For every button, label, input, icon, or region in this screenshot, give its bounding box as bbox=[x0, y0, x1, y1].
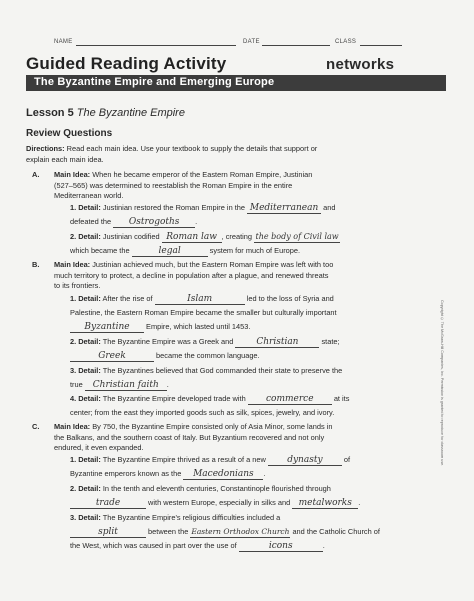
detail-text: defeated the bbox=[70, 217, 114, 226]
date-label: DATE bbox=[243, 39, 260, 45]
name-field[interactable] bbox=[76, 45, 236, 46]
detail-text: with western Europe, especially in silks and bbox=[146, 498, 293, 507]
section-b-detail-3 bbox=[70, 364, 436, 392]
brand-logo: networks bbox=[326, 56, 395, 73]
main-idea-text: the Balkans, and the southern coast of Italy. But Byzantium recovered and not only bbox=[54, 432, 325, 442]
main-idea-text: to its frontiers. bbox=[54, 281, 101, 291]
lesson-heading bbox=[26, 107, 185, 119]
detail-text: and the Catholic Church of bbox=[290, 527, 380, 536]
answer-field[interactable]: Byzantine bbox=[70, 322, 144, 333]
section-c-detail-2 bbox=[70, 482, 436, 510]
main-idea-label: Main Idea: bbox=[54, 260, 91, 269]
section-b-detail-1 bbox=[70, 292, 436, 334]
lesson-number: Lesson 5 bbox=[26, 107, 74, 119]
class-field[interactable] bbox=[360, 45, 402, 46]
detail-text: system for much of Europe. bbox=[207, 246, 301, 255]
answer-field[interactable]: commerce bbox=[248, 394, 332, 405]
answer-field[interactable]: Christian bbox=[235, 337, 319, 348]
chapter-title: The Byzantine Empire and Emerging Europe bbox=[34, 76, 275, 88]
detail-label: 1. Detail: bbox=[70, 455, 101, 464]
detail-label: 3. Detail: bbox=[70, 513, 101, 522]
answer-field[interactable]: Roman law bbox=[162, 232, 222, 243]
main-idea-text: much territory to protect, a decline in population after a plague, and renewed threats bbox=[54, 270, 329, 280]
detail-text: The Byzantines believed that God commanded their state to preserve the bbox=[100, 366, 343, 375]
section-c-detail-3 bbox=[70, 511, 436, 553]
review-heading: Review Questions bbox=[26, 128, 113, 139]
detail-text: of bbox=[341, 455, 351, 464]
detail-label: 4. Detail: bbox=[70, 394, 101, 403]
copyright-note: Copyright © The McGraw-Hill Companies, Inc. Permission is granted to reproduce for classroom use. bbox=[440, 300, 444, 467]
name-label: NAME bbox=[54, 39, 73, 45]
detail-text: After the rise of bbox=[100, 294, 155, 303]
section-b-letter: B. bbox=[32, 260, 40, 269]
answer-field[interactable]: Ostrogoths bbox=[113, 217, 195, 228]
detail-label: 3. Detail: bbox=[70, 366, 101, 375]
detail-text: , creating bbox=[221, 232, 255, 241]
directions-line2: explain each main idea. bbox=[26, 154, 104, 164]
answer-field[interactable]: Eastern Orthodox Church bbox=[191, 527, 290, 536]
detail-text: . bbox=[195, 217, 198, 226]
answer-field[interactable]: Mediterranean bbox=[247, 203, 321, 214]
detail-text: Palestine, the Eastern Roman Empire became the smaller but culturally important bbox=[70, 308, 337, 317]
answer-field[interactable]: Islam bbox=[155, 294, 245, 305]
main-idea-text: Justinian achieved much, but the Eastern Roman Empire was left with too bbox=[90, 260, 334, 269]
detail-label: 2. Detail: bbox=[70, 484, 101, 493]
detail-label: 2. Detail: bbox=[70, 337, 101, 346]
detail-text: state; bbox=[319, 337, 340, 346]
main-idea-label: Main Idea: bbox=[54, 170, 91, 179]
lesson-name: The Byzantine Empire bbox=[76, 107, 185, 119]
answer-field[interactable]: legal bbox=[132, 246, 208, 257]
detail-text: . bbox=[166, 380, 169, 389]
answer-field[interactable]: Macedonians bbox=[183, 469, 263, 480]
directions-label: Directions: bbox=[26, 144, 65, 153]
section-b-main-idea bbox=[54, 260, 434, 292]
answer-field[interactable]: icons bbox=[239, 541, 323, 552]
detail-text: which became the bbox=[70, 246, 132, 255]
detail-text: at its bbox=[331, 394, 350, 403]
main-idea-text: When he became emperor of the Eastern Roman Empire, Justinian bbox=[90, 170, 313, 179]
detail-text: . bbox=[358, 498, 361, 507]
detail-text: between the bbox=[146, 527, 191, 536]
detail-text: Empire, which lasted until 1453. bbox=[144, 322, 251, 331]
chapter-band bbox=[26, 75, 446, 91]
answer-field[interactable]: trade bbox=[70, 498, 146, 509]
detail-text: In the tenth and eleventh centuries, Constantinople flourished through bbox=[100, 484, 331, 493]
section-c-detail-1 bbox=[70, 453, 436, 481]
detail-text: Justinian codified bbox=[100, 232, 162, 241]
answer-field[interactable]: Greek bbox=[70, 351, 154, 362]
section-a-letter: A. bbox=[32, 170, 40, 179]
detail-text: . bbox=[263, 469, 266, 478]
detail-text: The Byzantine Empire was a Greek and bbox=[100, 337, 236, 346]
section-c-main-idea bbox=[54, 422, 434, 454]
answer-field[interactable]: metalworks bbox=[292, 498, 358, 509]
page-title: Guided Reading Activity bbox=[26, 54, 227, 73]
detail-label: 1. Detail: bbox=[70, 203, 101, 212]
detail-text: and bbox=[321, 203, 336, 212]
main-idea-text: endured, it even expanded. bbox=[54, 443, 144, 453]
section-a-detail-1 bbox=[70, 201, 436, 229]
directions bbox=[26, 144, 426, 165]
detail-text: center; from the east they imported goods such as silk, spices, jewelry, and ivory. bbox=[70, 408, 335, 417]
main-idea-label: Main Idea: bbox=[54, 422, 91, 431]
detail-label: 2. Detail: bbox=[70, 232, 101, 241]
section-a-detail-2 bbox=[70, 230, 436, 258]
main-idea-text: (527–565) was determined to reestablish the Roman Empire in the entire bbox=[54, 180, 293, 190]
detail-text: The Byzantine Empire developed trade with bbox=[100, 394, 248, 403]
detail-text: the West, which was caused in part over the use of bbox=[70, 541, 239, 550]
detail-text: Byzantine emperors known as the bbox=[70, 469, 184, 478]
detail-text: Justinian restored the Roman Empire in the bbox=[100, 203, 248, 212]
section-c-letter: C. bbox=[32, 422, 40, 431]
answer-field[interactable]: split bbox=[70, 527, 146, 538]
section-b-detail-2 bbox=[70, 335, 436, 363]
detail-text: The Byzantine Empire thrived as a result of a new bbox=[100, 455, 268, 464]
date-field[interactable] bbox=[262, 45, 330, 46]
section-b-detail-4 bbox=[70, 392, 436, 420]
answer-field[interactable]: the body of Civil law bbox=[255, 232, 339, 241]
detail-text: . bbox=[322, 541, 325, 550]
detail-label: 1. Detail: bbox=[70, 294, 101, 303]
answer-field[interactable]: dynasty bbox=[268, 455, 342, 466]
detail-text: led to the loss of Syria and bbox=[244, 294, 334, 303]
detail-text: became the common language. bbox=[154, 351, 260, 360]
section-a-main-idea bbox=[54, 170, 434, 202]
answer-field[interactable]: Christian faith bbox=[85, 380, 167, 391]
detail-text: true bbox=[70, 380, 85, 389]
main-idea-text: By 750, the Byzantine Empire consisted only of Asia Minor, some lands in bbox=[90, 422, 333, 431]
detail-text: The Byzantine Empire's religious difficulties included a bbox=[100, 513, 281, 522]
directions-line1: Read each main idea. Use your textbook to supply the details that support or bbox=[64, 144, 318, 153]
main-idea-text: Mediterranean world. bbox=[54, 191, 124, 201]
class-label: CLASS bbox=[335, 39, 357, 45]
